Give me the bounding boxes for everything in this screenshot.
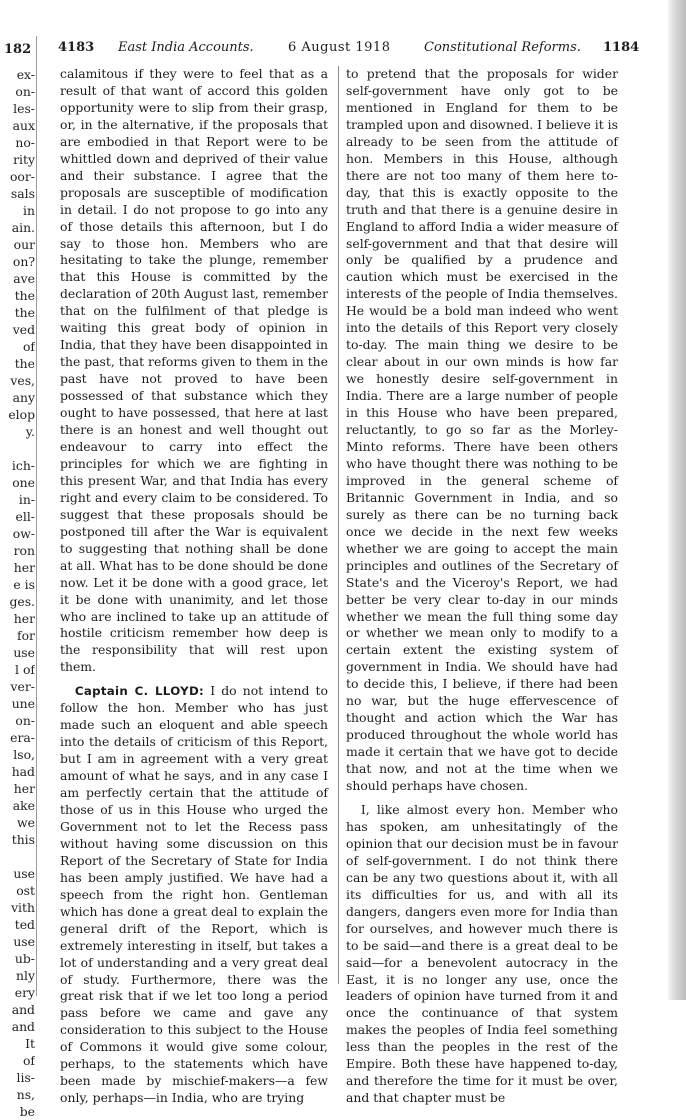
header-left-page-number: 4183 <box>58 40 95 55</box>
left-page-number: 182 <box>4 42 32 57</box>
margin-fragment: ow- <box>12 526 35 541</box>
margin-fragment: ery <box>14 985 35 1000</box>
margin-fragment: use <box>13 934 35 949</box>
margin-fragment: une <box>11 696 35 711</box>
header-right-page-number: 1184 <box>603 40 640 55</box>
margin-fragment: had <box>11 764 35 779</box>
margin-fragment: this <box>11 832 35 847</box>
margin-fragment: be <box>19 1104 35 1119</box>
margin-fragment: on? <box>12 254 35 269</box>
margin-fragment: It <box>25 1036 35 1051</box>
margin-fragment: we <box>17 815 35 830</box>
scan-page-edge <box>668 0 686 1000</box>
margin-fragment: her <box>13 611 35 626</box>
margin-fragment: the <box>14 288 35 303</box>
right-paragraph-2: I, like almost every hon. Member who has spoken, am unhesitatingly of the opinion that our decision must be in favour of self-government. I do not think there can be any two questions about it, with all its difficulties for us, and with all its dangers, dangers even more for India than for ourselves, and however much there is to be said—and there is a great deal to be said—for a benevolent autocracy in the East, it is no longer any use, once the leaders of opinion have turned from it and once the continuance of that system makes the peoples of India feel something less than the peoples in the rest of the Empire. Both these have happened to-day, and therefore the time for it must be over, and that chapter must be <box>346 801 618 1106</box>
header-left-title: East India Accounts. <box>118 40 254 55</box>
margin-fragment: on- <box>15 84 35 99</box>
margin-fragment: ns, <box>16 1087 35 1102</box>
margin-fragment: in- <box>18 492 35 507</box>
margin-fragment: ub- <box>14 951 35 966</box>
margin-fragment: les- <box>13 101 35 116</box>
margin-fragment: ron <box>13 543 35 558</box>
margin-fragment: one <box>12 475 35 490</box>
margin-fragment: y. <box>25 424 35 439</box>
margin-fragment: use <box>13 866 35 881</box>
margin-fragment: ved <box>12 322 35 337</box>
margin-fragment: lso, <box>13 747 35 762</box>
margin-fragment: her <box>13 560 35 575</box>
margin-fragment: lis- <box>16 1070 35 1085</box>
margin-fragment: era- <box>10 730 35 745</box>
margin-fragment: e is <box>13 577 35 592</box>
margin-fragment: of <box>22 1053 35 1068</box>
margin-fragment: on- <box>15 713 35 728</box>
right-column <box>346 66 618 1107</box>
margin-fragment: ell- <box>15 509 35 524</box>
header-right-title: Constitutional Reforms. <box>424 40 581 55</box>
page-header <box>58 40 638 62</box>
margin-fragment: ver- <box>10 679 35 694</box>
left-column <box>60 66 328 1107</box>
margin-fragment: aux <box>12 118 35 133</box>
margin-fragment: l of <box>15 662 35 677</box>
margin-fragment: our <box>13 237 35 252</box>
margin-fragment: ain. <box>11 220 35 235</box>
margin-fragment: the <box>14 305 35 320</box>
margin-fragment: rity <box>13 152 35 167</box>
column-divider <box>338 66 339 984</box>
margin-fragment: her <box>13 781 35 796</box>
left-paragraph-2 <box>60 683 328 1107</box>
margin-fragment: ges. <box>9 594 35 609</box>
margin-fragment: ake <box>12 798 35 813</box>
margin-fragment: no- <box>15 135 35 150</box>
margin-fragment: any <box>12 390 35 405</box>
margin-fragment: in <box>23 203 35 218</box>
speaker-name: Captain C. LLOYD: <box>74 684 205 699</box>
margin-fragment: ave <box>13 271 35 286</box>
margin-fragment: oor- <box>9 169 35 184</box>
margin-fragment: ich- <box>11 458 35 473</box>
margin-fragment <box>0 440 35 457</box>
margin-fragment: ex- <box>16 67 35 82</box>
left-paragraph-2-text: I do not intend to follow the hon. Member who has just made such an eloquent and able speech into the details of criticism of this Report, but I am in agreement with a very great amount of what he says, and in any case I am perfectly certain that the attitude of those of us in this House who urged the Government not to let the Recess pass without having some discussion on this Report of the Secretary of State for India has been amply justified. We have had a speech from the right hon. Gentleman which has done a great deal to explain the general drift of the Report, which is extremely interesting in itself, but takes a lot of understanding and a very great deal of study. Furthermore, there was the great risk that if we let too long a period pass before we came and gave any consideration to this subject to the House of Commons it would give some colour, perhaps, to the statements which have been made by mischief-makers—a few only, perhaps—in India, who are trying <box>60 683 328 1106</box>
right-paragraph-1: to pretend that the proposals for wider self-government have only got to be mentioned in England for them to be trampled upon and disowned. I believe it is already to be seen from the attitude of hon. Members in this House, although there are not too many of them here to-day, that this is exactly opposite to the truth and that there is a genuine desire in England to afford India a wider measure of self-government and that that desire will only be qualified by a prudence and caution which must be exercised in the interests of the people of India themselves. He would be a bold man indeed who went into the details of this Report very closely to-day. The main thing we desire to be clear about in our own minds is how far we honestly desire self-government in India. There are a large number of people in this House who have been prepared, reluctantly, to go so far as the Morley-Minto reforms. There have been others who have thought there was nothing to be improved in the general scheme of Britannic Government in India, and so surely as there can be no turning back once we decide in the next few weeks whether we are going to accept the main principles and outlines of the Secretary of State's and the Viceroy's Report, we had better be very clear to-day in our minds whether we mean the full thing some day or whether we mean only to modify to a certain extent the existing system of government in India. We should have had to decide this, I believe, if there had been no war, but the huge effervescence of thought and action which the War has produced throughout the whole world has made it certain that we have got to decide that now, and not at the time when we should perhaps have chosen. <box>346 66 618 794</box>
left-page-fragments <box>0 66 35 1120</box>
margin-fragment <box>0 848 35 865</box>
margin-fragment: and <box>11 1002 35 1017</box>
margin-fragment: of <box>22 339 35 354</box>
margin-fragment: use <box>13 645 35 660</box>
gutter-line <box>36 36 37 996</box>
margin-fragment: ost <box>16 883 35 898</box>
margin-fragment: vith <box>11 900 35 915</box>
margin-fragment: nly <box>16 968 35 983</box>
margin-fragment: ves, <box>10 373 35 388</box>
margin-fragment: for <box>17 628 35 643</box>
margin-fragment: ted <box>14 917 35 932</box>
margin-fragment: sals <box>10 186 35 201</box>
left-paragraph-1: calamitous if they were to feel that as a result of that want of accord this golden opportunity were to slip from their grasp, or, in the alternative, if the proposals that are embodied in that Report were to be whittled down and deprived of their value and their substance. I agree that the proposals are susceptible of modification in detail. I do not propose to go into any of those details this afternoon, but I do say to those hon. Members who are hesitating to take the plunge, remember that this House is committed by the declaration of 20th August last, remember that on the fulfilment of that pledge is waiting this great body of opinion in India, that they have been disappointed in the past, that reforms given to them in the past have not proved to have been possessed of that substance which they ought to have possessed, that here at last there is an honest and well thought out endeavour to carry into effect the principles for which we are fighting in this present War, and that India has every right and every claim to be considered. To suggest that these proposals should be postponed till after the War is equivalent to suggesting that nothing shall be done at all. What has to be done should be done now. Let it be done with a good grace, let it be done with unanimity, and let those who are inclined to take up an attitude of hostile criticism remember how deep is the responsibility that will rest upon them. <box>60 66 328 675</box>
margin-fragment: elop <box>8 407 35 422</box>
margin-fragment: and <box>11 1019 35 1034</box>
header-date: 6 August 1918 <box>288 40 391 55</box>
margin-fragment: the <box>14 356 35 371</box>
